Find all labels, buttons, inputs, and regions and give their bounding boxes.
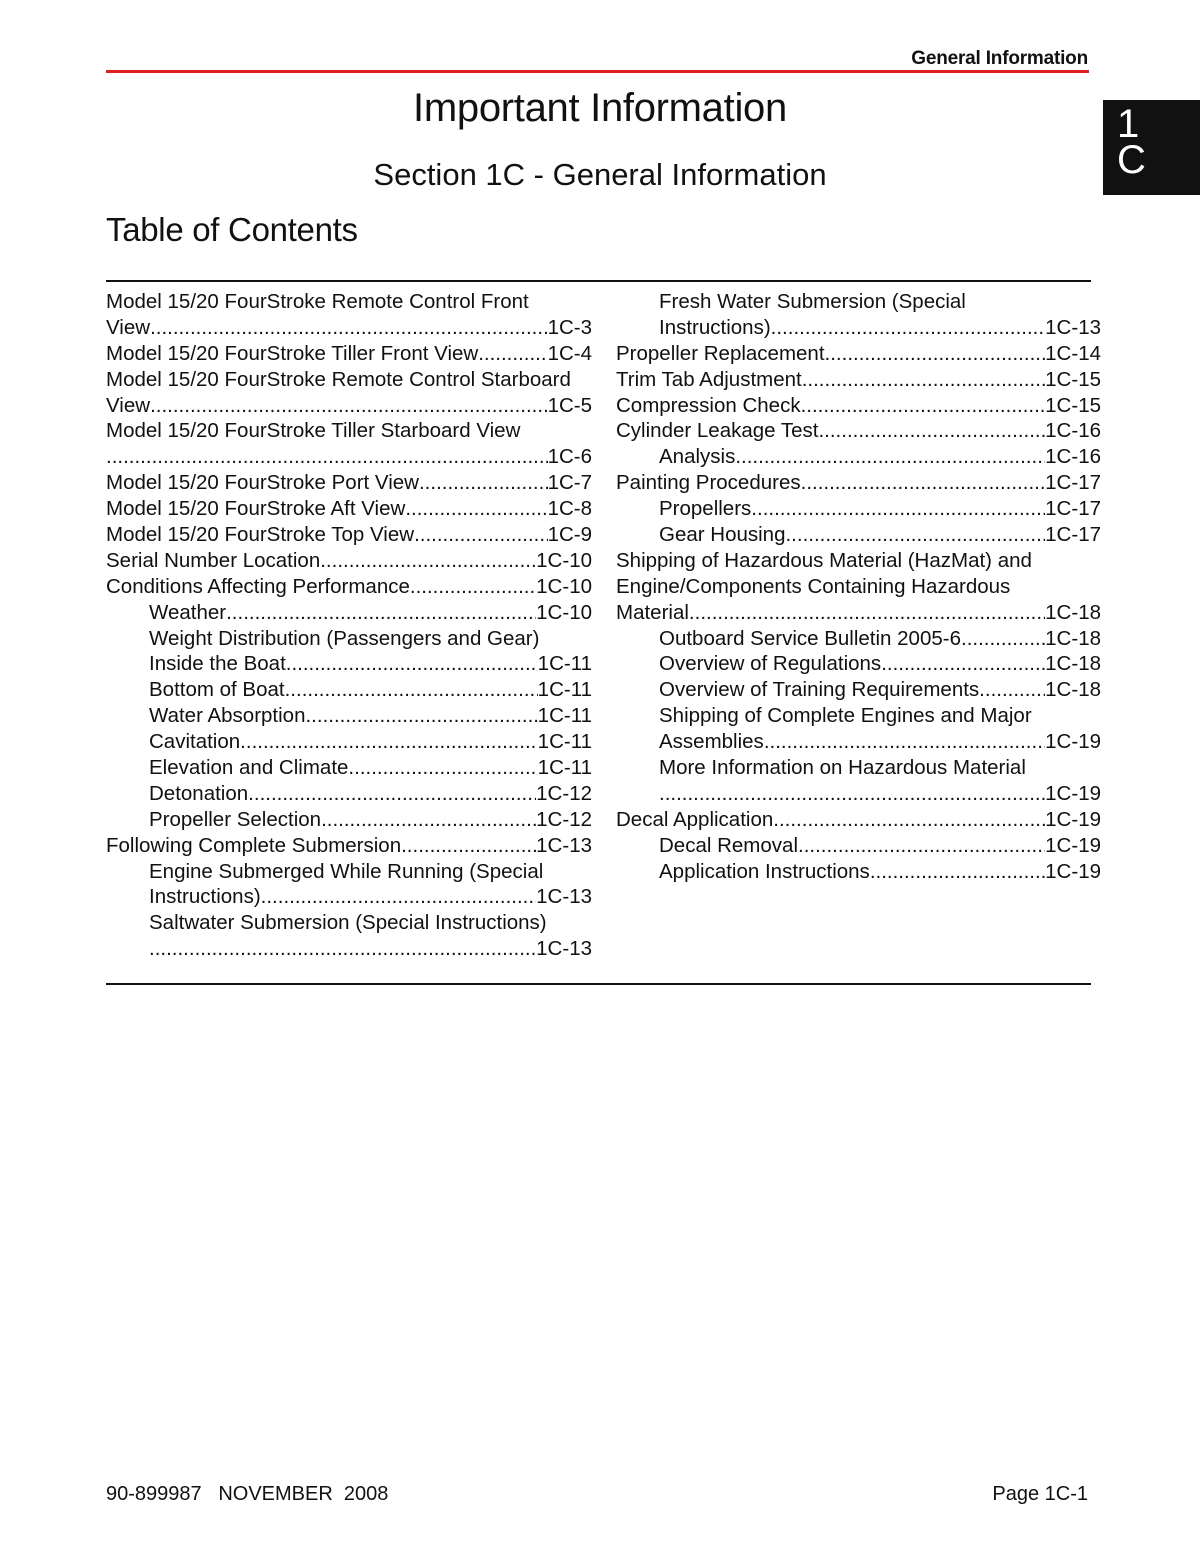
- toc-entry[interactable]: [616, 833, 1101, 859]
- toc-entry-title: Weather: [149, 600, 227, 624]
- toc-entry[interactable]: [616, 703, 1101, 729]
- toc-leader-dots: [689, 600, 1045, 626]
- toc-entry-page: 1C-10: [536, 600, 592, 624]
- toc-leader-dots: [798, 833, 1045, 859]
- toc-entry-page: 1C-13: [1045, 315, 1101, 339]
- toc-entry[interactable]: [106, 807, 592, 833]
- footer-doc-number: 90-899987 NOVEMBER 2008: [106, 1483, 389, 1505]
- toc-entry-title: Cylinder Leakage Test: [616, 419, 819, 443]
- toc-entry-title: View: [106, 315, 151, 339]
- toc-entry[interactable]: [616, 289, 1101, 315]
- toc-entry[interactable]: [616, 315, 1101, 341]
- toc-entry-title: More Information on Hazardous Material: [659, 756, 1026, 780]
- toc-entry[interactable]: [616, 677, 1101, 703]
- toc-entry-page: 1C-6: [547, 445, 592, 469]
- toc-entry-page: 1C-19: [1045, 781, 1101, 805]
- toc-entry-title: Instructions): [149, 885, 261, 909]
- toc-entry-title: Engine/Components Containing Hazardous: [616, 574, 1011, 598]
- toc-entry-title: View: [106, 393, 151, 417]
- toc-leader-dots: [870, 859, 1045, 885]
- toc-entry-title: Painting Procedures: [616, 471, 801, 495]
- toc-leader-dots: [401, 833, 536, 859]
- toc-entry[interactable]: [106, 755, 592, 781]
- toc-entry-page: 1C-17: [1045, 523, 1101, 547]
- toc-leader-dots: [818, 418, 1045, 444]
- toc-entry[interactable]: [106, 496, 592, 522]
- toc-leader-dots: [802, 367, 1045, 393]
- toc-leader-dots: [414, 522, 548, 548]
- toc-leader-dots: [286, 651, 538, 677]
- toc-entry[interactable]: [616, 393, 1101, 419]
- toc-heading: Table of Contents: [106, 211, 358, 248]
- toc-entry[interactable]: [106, 548, 592, 574]
- toc-leader-dots: [410, 574, 536, 600]
- toc-entry-page: 1C-18: [1045, 678, 1101, 702]
- toc-entry[interactable]: [616, 418, 1101, 444]
- toc-leader-dots: [320, 548, 536, 574]
- toc-entry-page: 1C-9: [547, 523, 592, 547]
- toc-leader-dots: [659, 781, 1045, 807]
- toc-leader-dots: [261, 884, 537, 910]
- toc-entry-title: Fresh Water Submersion (Special: [659, 290, 966, 313]
- toc-entry-page: 1C-19: [1045, 859, 1101, 883]
- toc-entry-title: Application Instructions: [659, 859, 870, 883]
- toc-entry-page: 1C-11: [537, 652, 592, 676]
- toc-entry-title: Assemblies: [659, 730, 764, 754]
- toc-entry[interactable]: [106, 910, 592, 936]
- toc-entry[interactable]: [106, 703, 592, 729]
- toc-entry[interactable]: [616, 548, 1101, 574]
- toc-entry-page: 1C-12: [536, 807, 592, 831]
- toc-entry-page: 1C-19: [1045, 730, 1101, 754]
- toc-entry-page: 1C-15: [1045, 393, 1101, 417]
- toc-entry-title: Propeller Selection: [149, 807, 322, 831]
- toc-entry-page: 1C-18: [1045, 626, 1101, 650]
- toc-leader-dots: [405, 496, 547, 522]
- toc-entry-title: Conditions Affecting Performance: [106, 574, 410, 598]
- toc-entry-page: 1C-13: [536, 885, 592, 909]
- toc-entry-title: Shipping of Complete Engines and Major: [659, 704, 1032, 728]
- toc-entry-title: Following Complete Submersion: [106, 833, 402, 857]
- toc-entry-title: Analysis: [659, 445, 736, 469]
- toc-entry-title: Serial Number Location: [106, 548, 321, 572]
- toc-entry-title: Model 15/20 FourStroke Top View: [106, 523, 415, 547]
- toc-leader-dots: [348, 755, 537, 781]
- toc-entry[interactable]: [616, 522, 1101, 548]
- toc-entry-page: 1C-12: [536, 781, 592, 805]
- toc-entry-title: Model 15/20 FourStroke Port View: [106, 471, 419, 495]
- toc-entry-page: 1C-17: [1045, 497, 1101, 521]
- toc-leader-dots: [478, 341, 547, 367]
- toc-entry-title: Saltwater Submersion (Special Instructions): [149, 911, 547, 935]
- toc-entry-page: 1C-19: [1045, 833, 1101, 857]
- toc-entry[interactable]: [616, 755, 1101, 781]
- toc-entry-title: Outboard Service Bulletin 2005-6: [659, 626, 961, 650]
- toc-entry[interactable]: [106, 418, 592, 444]
- toc-entry[interactable]: [616, 341, 1101, 367]
- toc-entry-page: 1C-16: [1045, 419, 1101, 443]
- toc-leader-dots: [240, 729, 538, 755]
- toc-leader-dots: [321, 807, 536, 833]
- toc-entry-title: Model 15/20 FourStroke Tiller Starboard View: [106, 419, 521, 443]
- toc-entry-title: Instructions): [659, 315, 771, 339]
- toc-entry[interactable]: [616, 807, 1101, 833]
- toc-left-column: [106, 289, 592, 962]
- toc-entry-title: Model 15/20 FourStroke Remote Control Front: [106, 290, 529, 313]
- toc-top-rule: [106, 280, 1091, 282]
- toc-entry[interactable]: [616, 729, 1101, 755]
- footer-page-number: Page 1C-1: [992, 1483, 1088, 1505]
- toc-entry[interactable]: [106, 444, 592, 470]
- toc-entry-title: Decal Removal: [659, 833, 798, 857]
- toc-leader-dots: [226, 600, 536, 626]
- toc-entry-title: Model 15/20 FourStroke Remote Control Starboard: [106, 367, 571, 391]
- toc-leader-dots: [764, 729, 1045, 755]
- toc-leader-dots: [801, 470, 1046, 496]
- toc-entry-title: Elevation and Climate: [149, 756, 349, 780]
- toc-entry-title: Engine Submerged While Running (Special: [149, 859, 544, 883]
- toc-leader-dots: [248, 781, 536, 807]
- toc-leader-dots: [881, 651, 1045, 677]
- toc-entry-title: Model 15/20 FourStroke Tiller Front View: [106, 341, 479, 365]
- running-header: General Information: [911, 48, 1088, 69]
- toc-entry-page: 1C-8: [547, 497, 592, 521]
- toc-entry[interactable]: [616, 496, 1101, 522]
- toc-leader-dots: [801, 393, 1046, 419]
- toc-entry[interactable]: [616, 600, 1101, 626]
- toc-right-column: [616, 289, 1101, 884]
- header-red-rule: [106, 70, 1089, 73]
- toc-leader-dots: [825, 341, 1046, 367]
- toc-entry[interactable]: [616, 859, 1101, 885]
- toc-leader-dots: [150, 315, 547, 341]
- toc-entry-page: 1C-11: [537, 704, 592, 728]
- toc-entry[interactable]: [106, 781, 592, 807]
- toc-entry-page: 1C-4: [547, 341, 592, 365]
- toc-entry[interactable]: [616, 574, 1101, 600]
- toc-entry-title: Cavitation: [149, 730, 241, 754]
- toc-entry-page: 1C-19: [1045, 807, 1101, 831]
- toc-leader-dots: [735, 444, 1045, 470]
- toc-leader-dots: [106, 444, 548, 470]
- toc-entry-title: Overview of Regulations: [659, 652, 882, 676]
- toc-entry[interactable]: [106, 393, 592, 419]
- toc-entry-title: Trim Tab Adjustment: [616, 367, 802, 391]
- toc-leader-dots: [149, 936, 536, 962]
- toc-entry-title: Propellers: [659, 497, 752, 521]
- toc-entry[interactable]: [106, 289, 592, 315]
- toc-entry[interactable]: [106, 677, 592, 703]
- toc-entry-page: 1C-15: [1045, 367, 1101, 391]
- toc-entry-title: Inside the Boat: [149, 652, 286, 676]
- toc-entry[interactable]: [106, 470, 592, 496]
- toc-entry-title: Weight Distribution (Passengers and Gear): [149, 626, 540, 650]
- toc-entry-page: 1C-16: [1045, 445, 1101, 469]
- toc-entry[interactable]: [106, 367, 592, 393]
- toc-entry-page: 1C-3: [547, 315, 592, 339]
- toc-entry-page: 1C-18: [1045, 600, 1101, 624]
- toc-entry[interactable]: [106, 651, 592, 677]
- section-tab-letter: C: [1117, 138, 1146, 182]
- toc-entry[interactable]: [106, 729, 592, 755]
- toc-entry-page: 1C-10: [536, 548, 592, 572]
- toc-entry[interactable]: [106, 574, 592, 600]
- toc-bottom-rule: [106, 983, 1091, 985]
- toc-leader-dots: [961, 626, 1045, 652]
- toc-entry[interactable]: [616, 651, 1101, 677]
- toc-entry-page: 1C-10: [536, 574, 592, 598]
- toc-entry-page: 1C-13: [536, 937, 592, 961]
- toc-leader-dots: [785, 522, 1045, 548]
- toc-entry-page: 1C-13: [536, 833, 592, 857]
- toc-entry-title: Decal Application: [616, 807, 774, 831]
- toc-entry[interactable]: [106, 936, 592, 962]
- toc-entry-title: Propeller Replacement: [616, 341, 825, 365]
- toc-leader-dots: [751, 496, 1045, 522]
- toc-leader-dots: [419, 470, 548, 496]
- toc-entry-page: 1C-11: [537, 678, 592, 702]
- toc-entry[interactable]: [106, 522, 592, 548]
- toc-entry[interactable]: [106, 626, 592, 652]
- toc-entry-title: Detonation: [149, 781, 249, 805]
- toc-entry[interactable]: [106, 884, 592, 910]
- toc-leader-dots: [150, 393, 547, 419]
- toc-entry-title: Bottom of Boat: [149, 678, 285, 702]
- toc-entry-page: 1C-11: [537, 756, 592, 780]
- toc-entry[interactable]: [616, 367, 1101, 393]
- toc-leader-dots: [305, 703, 537, 729]
- toc-entry-page: 1C-11: [537, 730, 592, 754]
- toc-leader-dots: [979, 677, 1045, 703]
- toc-entry-page: 1C-14: [1045, 341, 1101, 365]
- toc-entry-page: 1C-7: [547, 471, 592, 495]
- toc-entry-title: Water Absorption: [149, 704, 306, 728]
- toc-entry-page: 1C-5: [547, 393, 592, 417]
- toc-entry[interactable]: [106, 341, 592, 367]
- toc-entry[interactable]: [616, 626, 1101, 652]
- toc-entry-title: Overview of Training Requirements: [659, 678, 980, 702]
- page-title: Important Information: [413, 86, 787, 130]
- toc-entry[interactable]: [106, 859, 592, 885]
- toc-entry-title: Shipping of Hazardous Material (HazMat) and: [616, 548, 1032, 572]
- toc-leader-dots: [773, 807, 1045, 833]
- toc-entry[interactable]: [616, 781, 1101, 807]
- toc-entry-title: Compression Check: [616, 393, 801, 417]
- toc-entry-title: Gear Housing: [659, 523, 786, 547]
- toc-leader-dots: [771, 315, 1046, 341]
- toc-entry[interactable]: [106, 833, 592, 859]
- section-tab-number: 1: [1117, 102, 1140, 146]
- toc-leader-dots: [285, 677, 538, 703]
- toc-entry[interactable]: [616, 444, 1101, 470]
- toc-entry[interactable]: [106, 600, 592, 626]
- toc-entry[interactable]: [106, 315, 592, 341]
- toc-entry-title: Model 15/20 FourStroke Aft View: [106, 497, 406, 521]
- toc-entry-title: Material: [616, 600, 689, 624]
- section-title: Section 1C - General Information: [373, 157, 827, 192]
- toc-entry[interactable]: [616, 470, 1101, 496]
- toc-entry-page: 1C-17: [1045, 471, 1101, 495]
- toc-entry-page: 1C-18: [1045, 652, 1101, 676]
